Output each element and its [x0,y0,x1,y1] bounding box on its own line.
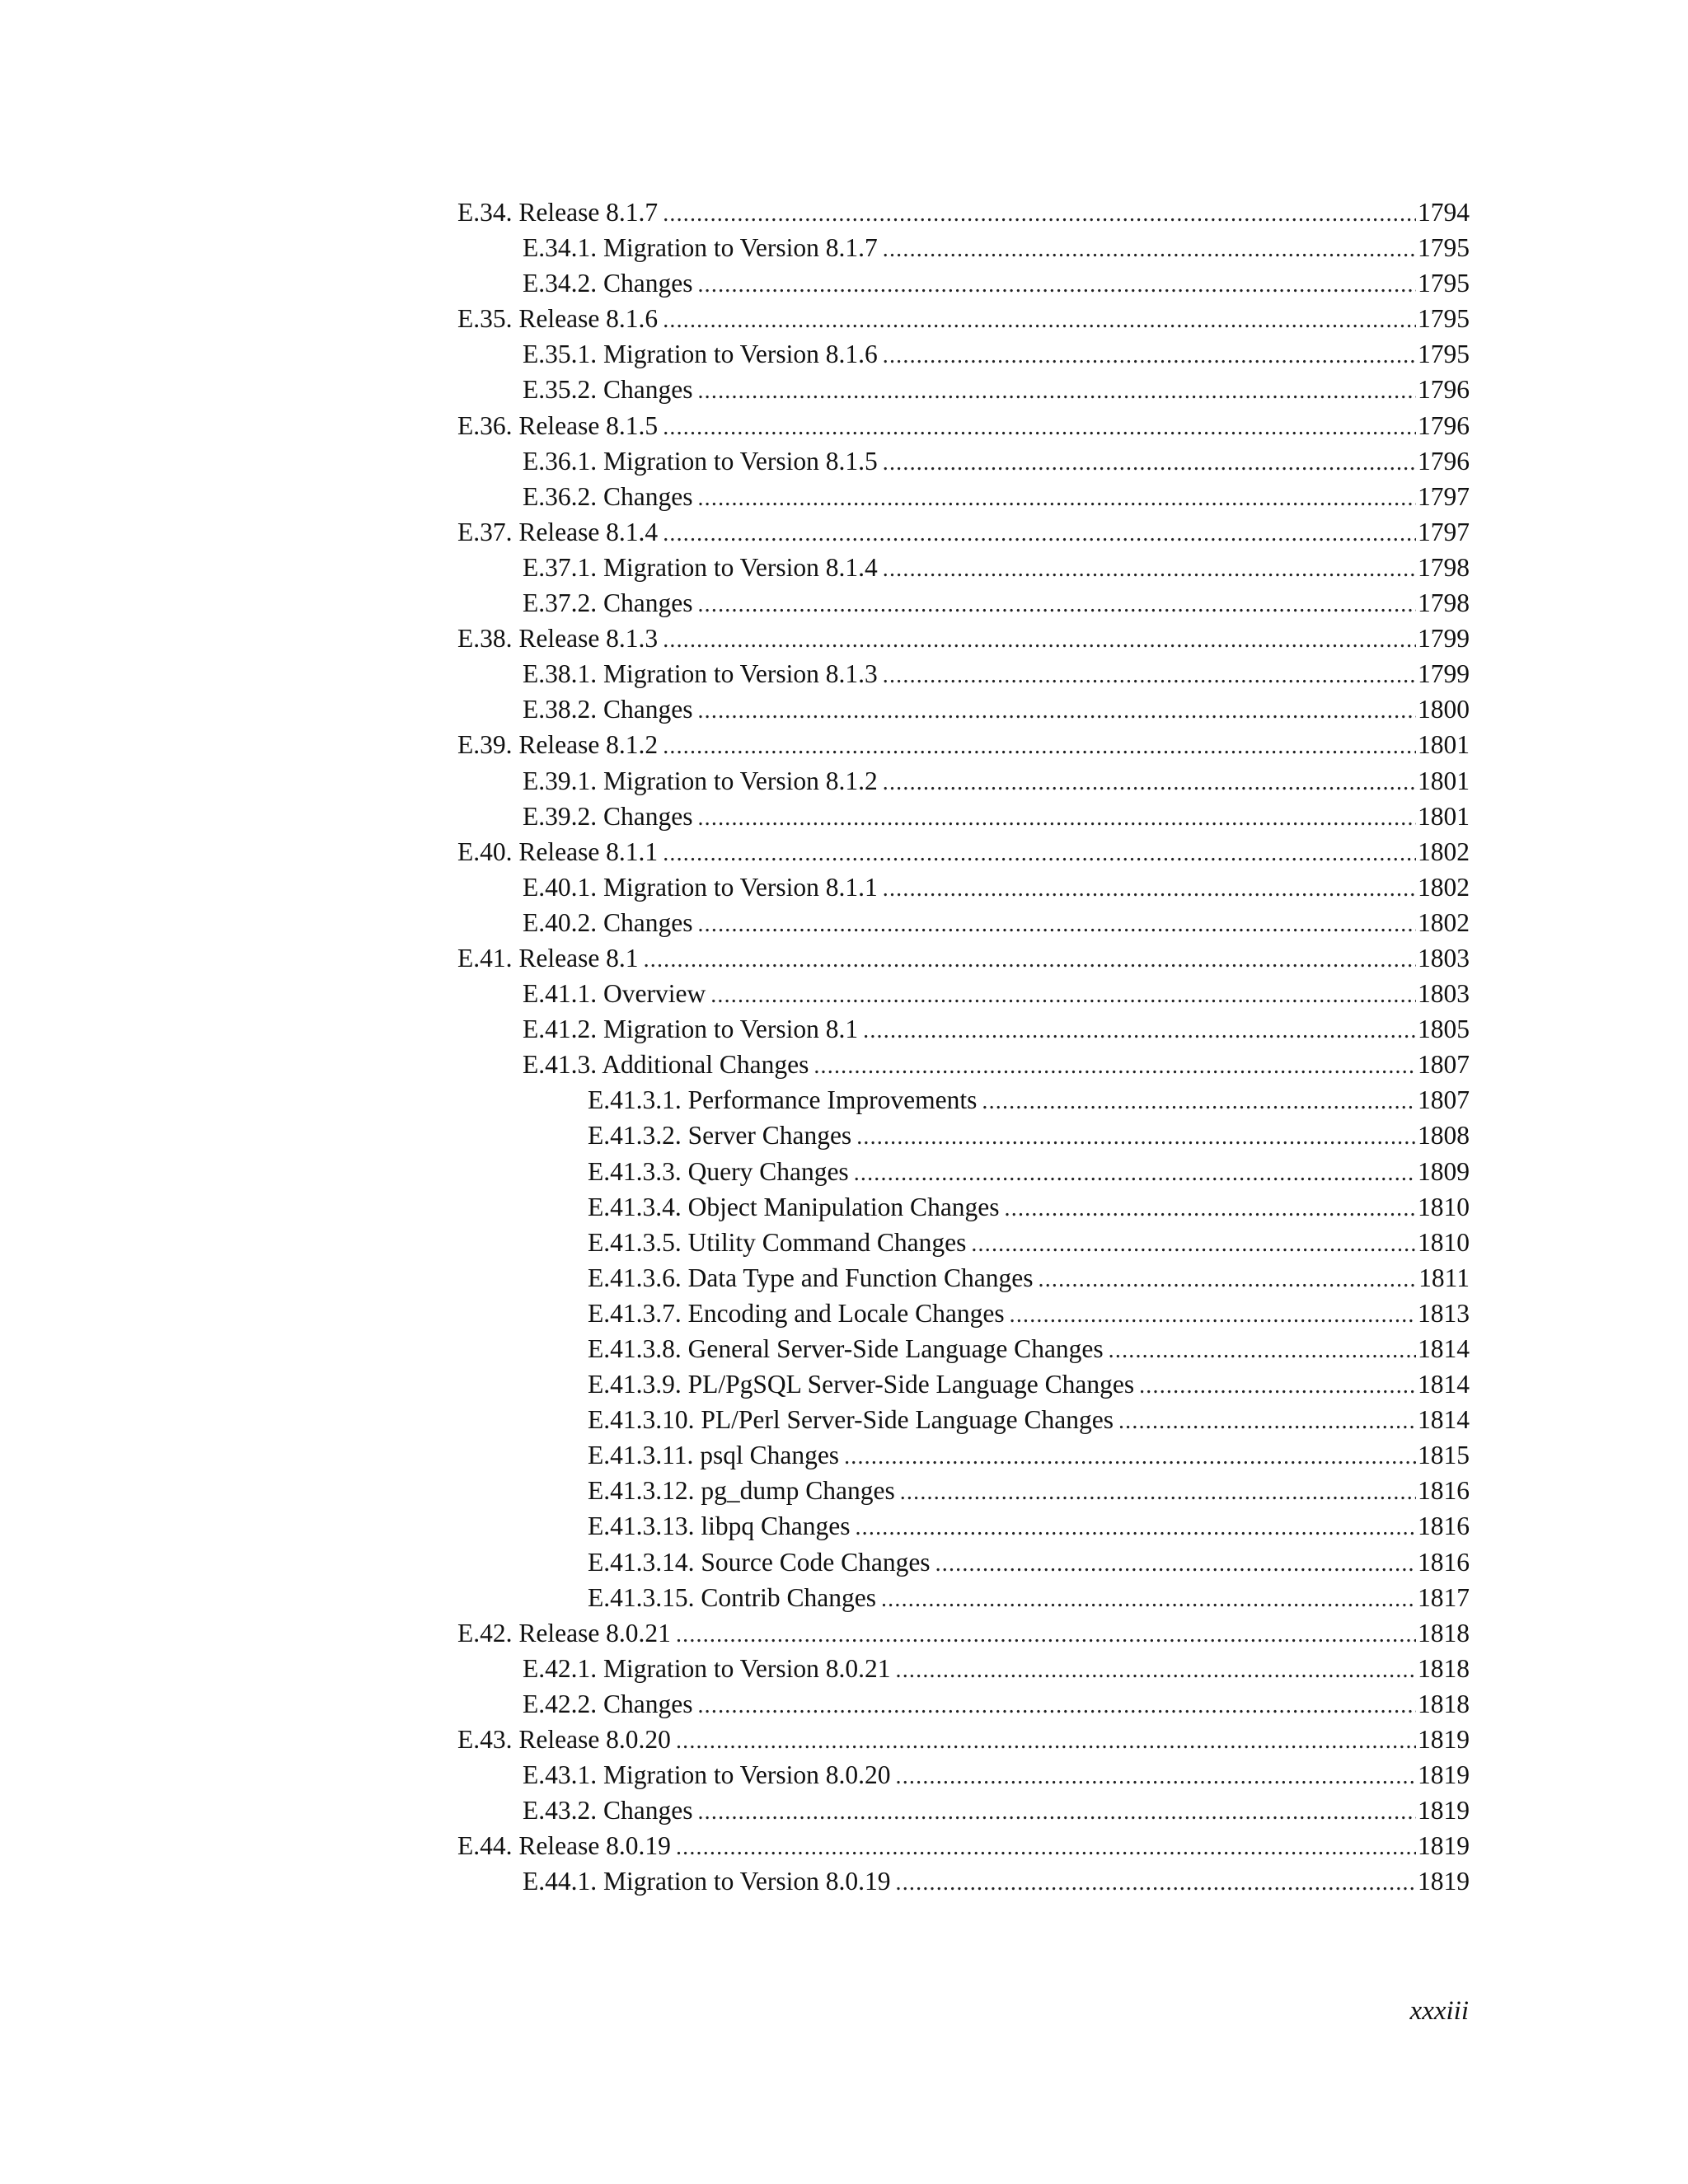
toc-entry-page[interactable]: 1817 [1418,1582,1470,1612]
dot-leader [663,836,1416,871]
dot-leader [697,800,1416,836]
dot-leader [663,729,1416,764]
toc-entry-page[interactable]: 1810 [1418,1192,1470,1221]
toc-entry-title[interactable]: E.41.3.5. Utility Command Changes [588,1227,967,1257]
table-of-contents [457,194,1470,1900]
toc-entry-title[interactable]: E.39. Release 8.1.2 [457,730,659,760]
toc-entry-page[interactable]: 1796 [1418,410,1470,440]
toc-entry-page[interactable]: 1803 [1418,979,1470,1009]
toc-entry-page[interactable]: 1802 [1418,907,1470,937]
toc-entry-title[interactable]: E.41.3.10. PL/Perl Server-Side Language Changes [588,1405,1114,1435]
dot-leader [900,1474,1416,1510]
toc-entry[interactable] [457,869,1470,905]
toc-entry-title[interactable]: E.41.3.4. Object Manipulation Changes [588,1192,1000,1221]
toc-entry-title[interactable]: E.39.1. Migration to Version 8.1.2 [523,766,878,795]
toc-entry-title[interactable]: E.39.2. Changes [523,801,693,831]
toc-entry[interactable] [457,621,1470,656]
toc-entry-page[interactable]: 1819 [1418,1796,1470,1825]
toc-entry[interactable] [457,265,1470,301]
toc-entry-page[interactable]: 1808 [1418,1121,1470,1151]
toc-entry-title[interactable]: E.41.2. Migration to Version 8.1 [523,1015,859,1044]
toc-entry-page[interactable]: 1816 [1418,1547,1470,1577]
dot-leader [971,1226,1416,1262]
toc-entry[interactable] [457,1331,1470,1366]
toc-entry-title[interactable]: E.38. Release 8.1.3 [457,624,659,654]
toc-entry[interactable] [457,1793,1470,1828]
toc-entry-page[interactable]: 1816 [1418,1511,1470,1541]
toc-entry-page[interactable]: 1814 [1418,1370,1470,1399]
toc-entry-page[interactable]: 1816 [1418,1476,1470,1506]
toc-entry-page[interactable]: 1803 [1418,943,1470,972]
dot-leader [883,551,1416,587]
toc-entry[interactable] [457,940,1470,976]
toc-entry-title[interactable]: E.42. Release 8.0.21 [457,1618,671,1647]
dot-leader [663,196,1416,232]
toc-entry-page[interactable]: 1813 [1418,1298,1470,1328]
toc-entry-title[interactable]: E.43.1. Migration to Version 8.0.20 [523,1760,891,1790]
toc-entry-page[interactable]: 1819 [1418,1760,1470,1790]
toc-entry-page[interactable]: 1805 [1418,1015,1470,1044]
toc-entry-title[interactable]: E.40.2. Changes [523,907,693,937]
toc-entry[interactable] [457,834,1470,869]
toc-entry[interactable] [457,656,1470,691]
dot-leader [935,1546,1416,1582]
dot-leader [883,338,1416,373]
toc-entry-page[interactable]: 1796 [1418,375,1470,405]
toc-entry[interactable] [457,1473,1470,1508]
toc-entry-title[interactable]: E.37. Release 8.1.4 [457,517,659,546]
toc-entry-page[interactable]: 1800 [1418,695,1470,724]
dot-leader [863,1013,1416,1048]
dot-leader [663,410,1416,445]
toc-entry[interactable] [457,1615,1470,1651]
toc-entry-page[interactable]: 1798 [1418,588,1470,618]
toc-entry-page[interactable]: 1801 [1418,730,1470,760]
toc-entry-title[interactable]: E.41.3.8. General Server-Side Language Changes [588,1334,1104,1363]
toc-entry-title[interactable]: E.41.3.15. Contrib Changes [588,1582,876,1612]
toc-entry[interactable] [457,1828,1470,1863]
toc-entry-page[interactable]: 1798 [1418,552,1470,582]
toc-entry-title[interactable]: E.41.3.9. PL/PgSQL Server-Side Language Changes [588,1370,1135,1399]
toc-entry-page[interactable]: 1797 [1418,481,1470,511]
toc-entry[interactable] [457,1189,1470,1225]
toc-entry-page[interactable]: 1795 [1418,340,1470,369]
dot-leader [844,1439,1416,1474]
toc-entry-title[interactable]: E.38.1. Migration to Version 8.1.3 [523,659,878,689]
toc-entry-page[interactable]: 1814 [1418,1334,1470,1363]
toc-entry-page[interactable]: 1807 [1418,1050,1470,1080]
toc-entry-title[interactable]: E.42.1. Migration to Version 8.0.21 [523,1653,891,1683]
toc-entry-page[interactable]: 1799 [1418,624,1470,654]
toc-entry-page[interactable]: 1814 [1418,1405,1470,1435]
dot-leader [697,693,1416,729]
toc-entry[interactable] [457,1047,1470,1082]
toc-entry-title[interactable]: E.41.3.11. psql Changes [588,1441,840,1470]
toc-entry[interactable] [457,479,1470,514]
toc-entry[interactable] [457,1757,1470,1793]
toc-entry-page[interactable]: 1819 [1418,1831,1470,1861]
dot-leader [1005,1191,1416,1226]
toc-entry-page[interactable]: 1795 [1418,269,1470,298]
toc-entry[interactable] [457,372,1470,407]
page-number: xxxiii [1409,1996,1469,2026]
toc-entry[interactable] [457,1118,1470,1153]
toc-entry-page[interactable]: 1799 [1418,659,1470,689]
toc-entry-page[interactable]: 1809 [1418,1156,1470,1186]
toc-entry-page[interactable]: 1807 [1418,1085,1470,1115]
dot-leader [697,373,1416,409]
toc-entry-page[interactable]: 1802 [1418,837,1470,866]
dot-leader [814,1048,1416,1084]
toc-entry-title[interactable]: E.41.3.7. Encoding and Locale Changes [588,1298,1005,1328]
toc-entry[interactable] [457,1225,1470,1260]
toc-entry[interactable] [457,1651,1470,1686]
toc-entry[interactable] [457,1722,1470,1757]
toc-entry[interactable] [457,1296,1470,1331]
toc-entry-title[interactable]: E.41.3.1. Performance Improvements [588,1085,978,1115]
toc-entry-title[interactable]: E.35.1. Migration to Version 8.1.6 [523,340,878,369]
dot-leader [883,765,1416,800]
dot-leader [676,1723,1416,1759]
dot-leader [697,587,1416,622]
dot-leader [1010,1297,1416,1333]
dot-leader [710,977,1416,1013]
dot-leader [697,1688,1416,1723]
dot-leader [855,1510,1416,1545]
toc-entry[interactable] [457,1686,1470,1722]
toc-entry-title[interactable]: E.41.3. Additional Changes [523,1050,809,1080]
toc-entry-page[interactable]: 1795 [1418,304,1470,334]
toc-entry-title[interactable]: E.35. Release 8.1.6 [457,304,659,334]
dot-leader [697,480,1416,516]
dot-leader [697,907,1416,942]
toc-entry-title[interactable]: E.37.1. Migration to Version 8.1.4 [523,552,878,582]
dot-leader [856,1119,1416,1155]
toc-entry[interactable] [457,1580,1470,1615]
dot-leader [663,622,1416,658]
toc-entry-title[interactable]: E.41.3.2. Server Changes [588,1121,852,1151]
toc-entry-title[interactable]: E.43. Release 8.0.20 [457,1725,671,1755]
toc-entry[interactable] [457,691,1470,727]
toc-entry-title[interactable]: E.42.2. Changes [523,1689,693,1718]
toc-entry-title[interactable]: E.35.2. Changes [523,375,693,405]
toc-entry[interactable] [457,1082,1470,1118]
dot-leader [1039,1262,1418,1297]
toc-entry-title[interactable]: E.41.3.12. pg_dump Changes [588,1476,895,1506]
dot-leader [663,302,1416,338]
dot-leader [896,1865,1416,1900]
toc-entry[interactable] [457,408,1470,443]
toc-entry-page[interactable]: 1801 [1418,766,1470,795]
toc-entry-title[interactable]: E.40.1. Migration to Version 8.1.1 [523,872,878,902]
dot-leader [676,1617,1416,1652]
toc-entry[interactable] [457,550,1470,585]
toc-entry-title[interactable]: E.41.3.13. libpq Changes [588,1511,851,1541]
dot-leader [881,1582,1416,1617]
toc-entry[interactable] [457,1154,1470,1189]
toc-entry-title[interactable]: E.37.2. Changes [523,588,693,618]
toc-entry-page[interactable]: 1794 [1418,198,1470,227]
toc-entry-title[interactable]: E.41.3.3. Query Changes [588,1156,849,1186]
toc-entry[interactable] [457,1508,1470,1544]
dot-leader [854,1155,1416,1191]
dot-leader [896,1652,1416,1688]
toc-entry-title[interactable]: E.34. Release 8.1.7 [457,198,659,227]
toc-entry-title[interactable]: E.43.2. Changes [523,1796,693,1825]
toc-entry-title[interactable]: E.36.1. Migration to Version 8.1.5 [523,446,878,476]
toc-entry-page[interactable]: 1810 [1418,1227,1470,1257]
toc-entry[interactable] [457,336,1470,372]
toc-entry-title[interactable]: E.41.1. Overview [523,979,706,1009]
toc-entry-page[interactable]: 1796 [1418,446,1470,476]
toc-entry[interactable] [457,727,1470,762]
toc-entry[interactable] [457,443,1470,479]
toc-entry-title[interactable]: E.34.2. Changes [523,269,693,298]
toc-entry-title[interactable]: E.41. Release 8.1 [457,943,639,972]
toc-entry-page[interactable]: 1818 [1418,1653,1470,1683]
toc-entry-page[interactable]: 1811 [1418,1263,1470,1292]
toc-entry-page[interactable]: 1819 [1418,1867,1470,1896]
toc-entry-page[interactable]: 1819 [1418,1725,1470,1755]
toc-entry[interactable] [457,763,1470,799]
toc-entry[interactable] [457,585,1470,621]
toc-entry-title[interactable]: E.36.2. Changes [523,481,693,511]
toc-entry[interactable] [457,1011,1470,1047]
toc-entry-title[interactable]: E.44. Release 8.0.19 [457,1831,671,1861]
toc-entry[interactable] [457,194,1470,230]
toc-entry-title[interactable]: E.36. Release 8.1.5 [457,410,659,440]
toc-entry-page[interactable]: 1795 [1418,233,1470,263]
toc-entry-title[interactable]: E.41.3.6. Data Type and Function Changes [588,1263,1034,1292]
toc-entry[interactable] [457,1366,1470,1402]
toc-entry[interactable] [457,799,1470,834]
dot-leader [883,232,1416,267]
toc-entry-title[interactable]: E.40. Release 8.1.1 [457,837,659,866]
toc-entry-title[interactable]: E.38.2. Changes [523,695,693,724]
toc-entry-page[interactable]: 1815 [1418,1441,1470,1470]
dot-leader [676,1830,1416,1865]
toc-entry-page[interactable]: 1818 [1418,1689,1470,1718]
toc-entry[interactable] [457,1544,1470,1580]
toc-entry[interactable] [457,514,1470,550]
toc-entry-page[interactable]: 1802 [1418,872,1470,902]
dot-leader [663,516,1416,551]
dot-leader [1109,1333,1416,1368]
toc-entry[interactable] [457,301,1470,336]
toc-entry[interactable] [457,976,1470,1011]
toc-entry[interactable] [457,1260,1470,1296]
dot-leader [697,1794,1416,1830]
dot-leader [644,942,1416,977]
dot-leader [883,871,1416,907]
dot-leader [883,658,1416,693]
toc-entry-page[interactable]: 1801 [1418,801,1470,831]
toc-entry-title[interactable]: E.44.1. Migration to Version 8.0.19 [523,1867,891,1896]
dot-leader [1118,1404,1416,1439]
toc-entry[interactable] [457,1402,1470,1437]
toc-entry-title[interactable]: E.34.1. Migration to Version 8.1.7 [523,233,878,263]
toc-entry-page[interactable]: 1818 [1418,1618,1470,1647]
dot-leader [896,1759,1416,1794]
dot-leader [1139,1368,1416,1404]
toc-entry-title[interactable]: E.41.3.14. Source Code Changes [588,1547,931,1577]
toc-entry[interactable] [457,1437,1470,1473]
dot-leader [697,267,1416,302]
dot-leader [883,445,1416,480]
toc-entry-page[interactable]: 1797 [1418,517,1470,546]
toc-entry[interactable] [457,1863,1470,1899]
toc-entry[interactable] [457,905,1470,940]
toc-entry[interactable] [457,230,1470,265]
dot-leader [982,1084,1416,1119]
